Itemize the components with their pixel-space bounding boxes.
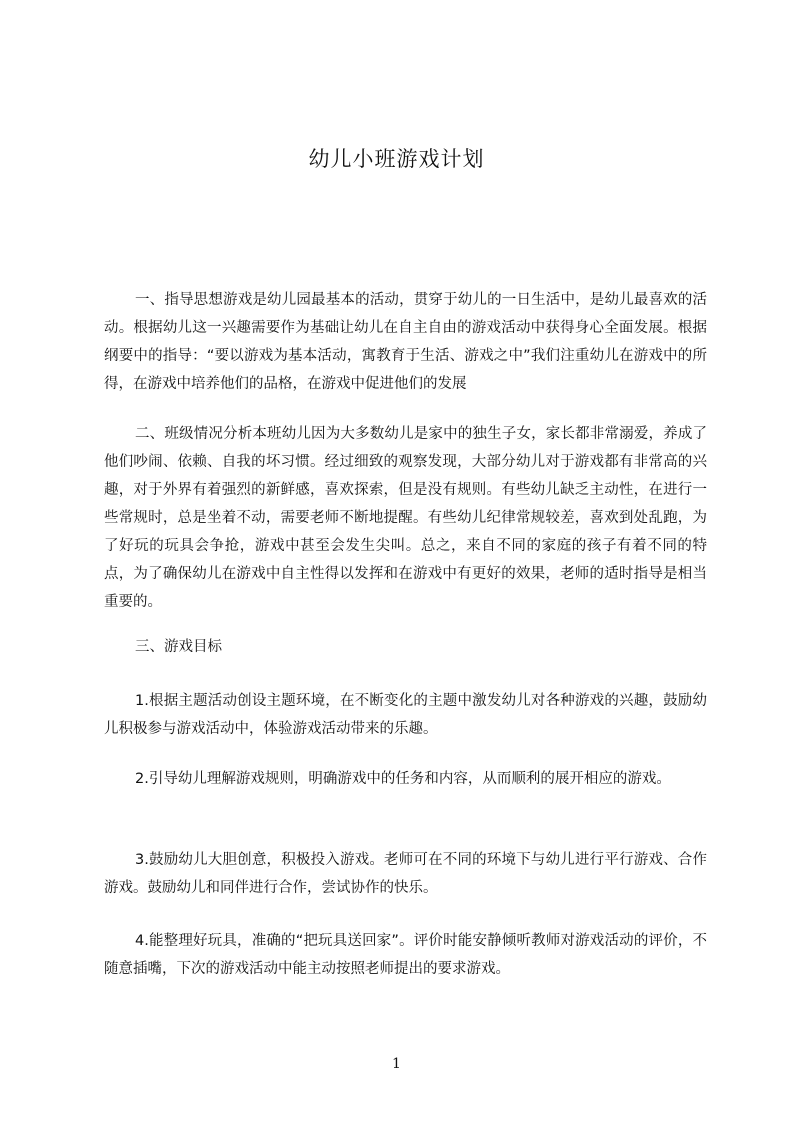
section-heading-game-goals: 三、游戏目标 — [135, 639, 222, 655]
goal-item-4: 4.能整理好玩具，准确的“把玩具送回家”。评价时能安静倾听教师对游戏活动的评价，不随意插嘴，下次的游戏活动中能主动按照老师提出的要求游戏。 — [104, 933, 707, 977]
paragraph-guiding-ideology: 一、指导思想游戏是幼儿园最基本的活动，贯穿于幼儿的一日生活中，是幼儿最喜欢的活动。根据幼儿这一兴趣需要作为基础让幼儿在自主自由的游戏活动中获得身心全面发展。根据纲要中的指导：“要以游戏为基本活动，寓教育于生活、游戏之中”我们注重幼儿在游戏中的所得，在游戏中培养他们的品格，在游戏中促进他们的发展 — [104, 292, 707, 392]
paragraph-class-analysis: 二、班级情况分析本班幼儿因为大多数幼儿是家中的独生子女，家长都非常溺爱，养成了他们吵闹、依赖、自我的坏习惯。经过细致的观察发现，大部分幼儿对于游戏都有非常高的兴趣，对于外界有着强烈的新鲜感，喜欢探索，但是没有规则。有些幼儿缺乏主动性，在进行一些常规时，总是坐着不动，需要老师不断地提醒。有些幼儿纪律常规较差，喜欢到处乱跑，为了好玩的玩具会争抢，游戏中甚至会发生尖叫。总之，来自不同的家庭的孩子有着不同的特点，为了确保幼儿在游戏中自主性得以发挥和在游戏中有更好的效果，老师的适时指导是相当重要的。 — [104, 426, 707, 610]
goal-item-2: 2.引导幼儿理解游戏规则，明确游戏中的任务和内容，从而顺利的展开相应的游戏。 — [135, 771, 671, 787]
page-number: 1 — [392, 1056, 401, 1072]
goal-item-3: 3.鼓励幼儿大胆创意，积极投入游戏。老师可在不同的环境下与幼儿进行平行游戏、合作游戏。鼓励幼儿和同伴进行合作，尝试协作的快乐。 — [104, 852, 707, 896]
document-title: 幼儿小班游戏计划 — [308, 147, 485, 171]
goal-item-1: 1.根据主题活动创设主题环境，在不断变化的主题中激发幼儿对各种游戏的兴趣，鼓励幼儿积极参与游戏活动中，体验游戏活动带来的乐趣。 — [104, 693, 707, 737]
